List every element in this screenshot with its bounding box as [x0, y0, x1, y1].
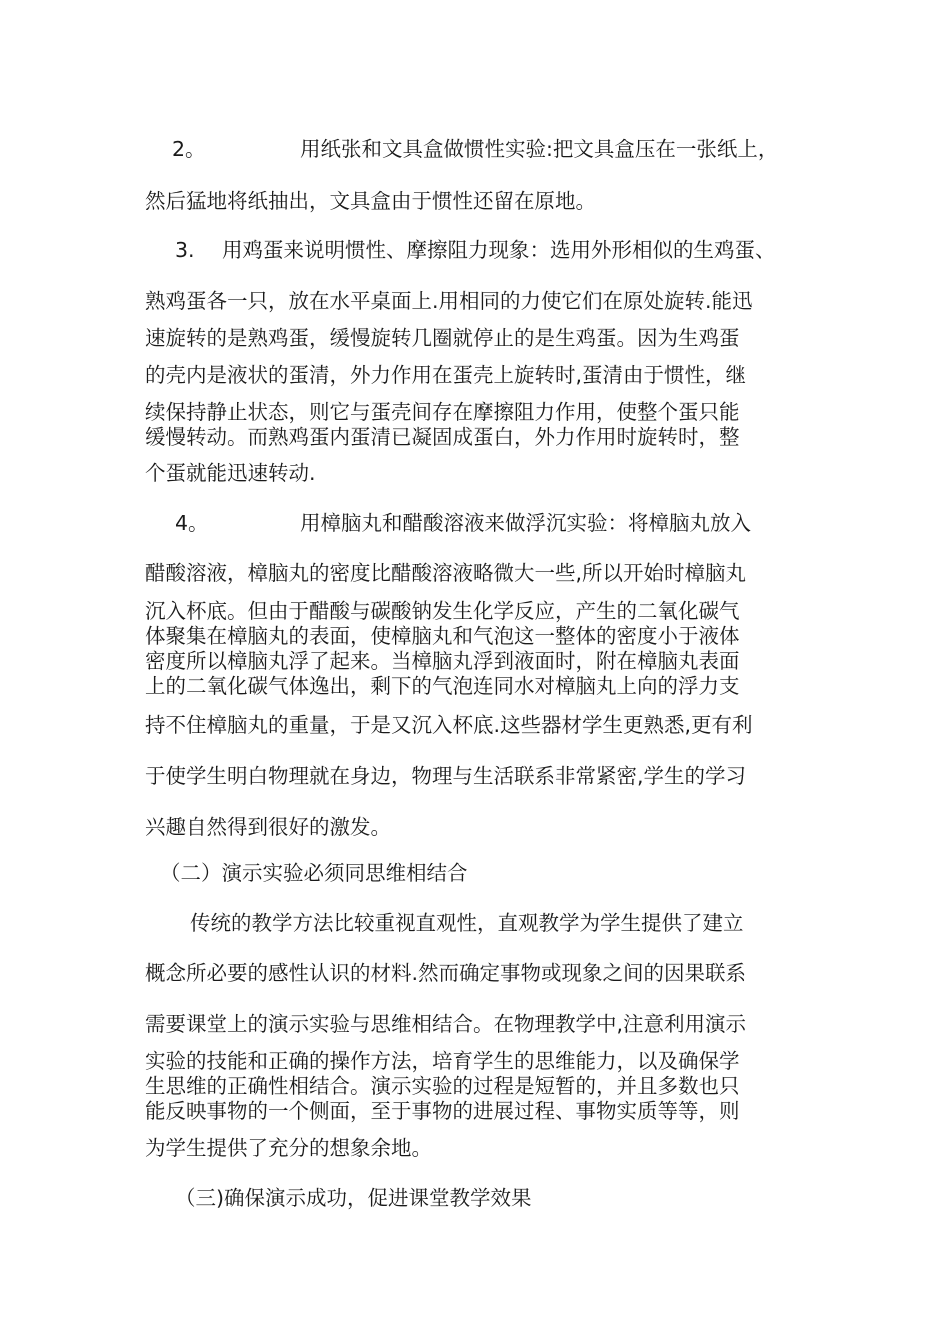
- item-4-line-7: 持不住樟脑丸的重量，于是又沉入杯底.这些器材学生更熟悉,更有利: [145, 713, 753, 737]
- para-2-line-1: 传统的教学方法比较重视直观性，直观教学为学生提供了建立: [190, 911, 744, 935]
- item-2-line-2: 然后猛地将纸抽出，文具盒由于惯性还留在原地。: [145, 189, 596, 213]
- section-heading-2: （二）演示实验必须同思维相结合: [160, 861, 468, 885]
- item-4-line-4: 体聚集在樟脑丸的表面，使樟脑丸和气泡这一整体的密度小于液体: [145, 624, 740, 648]
- item-4-line-5: 密度所以樟脑丸浮了起来。当樟脑丸浮到液面时，附在樟脑丸表面: [145, 649, 740, 673]
- item-2-line-1: 用纸张和文具盒做惯性实验:把文具盒压在一张纸上，: [300, 137, 779, 161]
- item-3-line-1: 用鸡蛋来说明惯性、摩擦阻力现象：选用外形相似的生鸡蛋、: [222, 238, 776, 262]
- item-2-number: 2。: [172, 137, 206, 161]
- item-3-line-5: 续保持静止状态，则它与蛋壳间存在摩擦阻力作用，使整个蛋只能: [145, 400, 740, 424]
- para-2-line-6: 能反映事物的一个侧面，至于事物的进展过程、事物实质等等，则: [145, 1099, 740, 1123]
- para-2-line-5: 生思维的正确性相结合。演示实验的过程是短暂的，并且多数也只: [145, 1074, 740, 1098]
- para-2-line-3: 需要课堂上的演示实验与思维相结合。在物理教学中,注意利用演示: [145, 1012, 747, 1036]
- item-4-number: 4。: [175, 511, 209, 535]
- item-3-line-6: 缓慢转动。而熟鸡蛋内蛋清已凝固成蛋白，外力作用时旋转时，整: [145, 425, 740, 449]
- item-4-line-2: 醋酸溶液，樟脑丸的密度比醋酸溶液略微大一些,所以开始时樟脑丸: [145, 561, 747, 585]
- item-3-line-2: 熟鸡蛋各一只，放在水平桌面上.用相同的力使它们在原处旋转.能迅: [145, 289, 753, 313]
- item-4-line-8: 于使学生明白物理就在身边，物理与生活联系非常紧密,学生的学习: [145, 764, 747, 788]
- item-4-line-6: 上的二氧化碳气体逸出，剩下的气泡连同水对樟脑丸上向的浮力支: [145, 674, 740, 698]
- item-4-line-3: 沉入杯底。但由于醋酸与碳酸钠发生化学反应，产生的二氧化碳气: [145, 599, 740, 623]
- item-3-number: 3.: [175, 238, 195, 262]
- para-2-line-2: 概念所必要的感性认识的材料.然而确定事物或现象之间的因果联系: [145, 961, 747, 985]
- item-4-line-1: 用樟脑丸和醋酸溶液来做浮沉实验：将樟脑丸放入: [300, 511, 751, 535]
- item-3-line-3: 速旋转的是熟鸡蛋，缓慢旋转几圈就停止的是生鸡蛋。因为生鸡蛋: [145, 326, 740, 350]
- item-4-line-9: 兴趣自然得到很好的激发。: [145, 815, 391, 839]
- item-3-line-4: 的壳内是液状的蛋清，外力作用在蛋壳上旋转时,蛋清由于惯性，继: [145, 363, 747, 387]
- section-heading-3: （三)确保演示成功，促进课堂教学效果: [175, 1186, 532, 1210]
- item-3-line-7: 个蛋就能迅速转动.: [145, 461, 316, 485]
- para-2-line-7: 为学生提供了充分的想象余地。: [145, 1136, 432, 1160]
- para-2-line-4: 实验的技能和正确的操作方法，培育学生的思维能力，以及确保学: [145, 1049, 740, 1073]
